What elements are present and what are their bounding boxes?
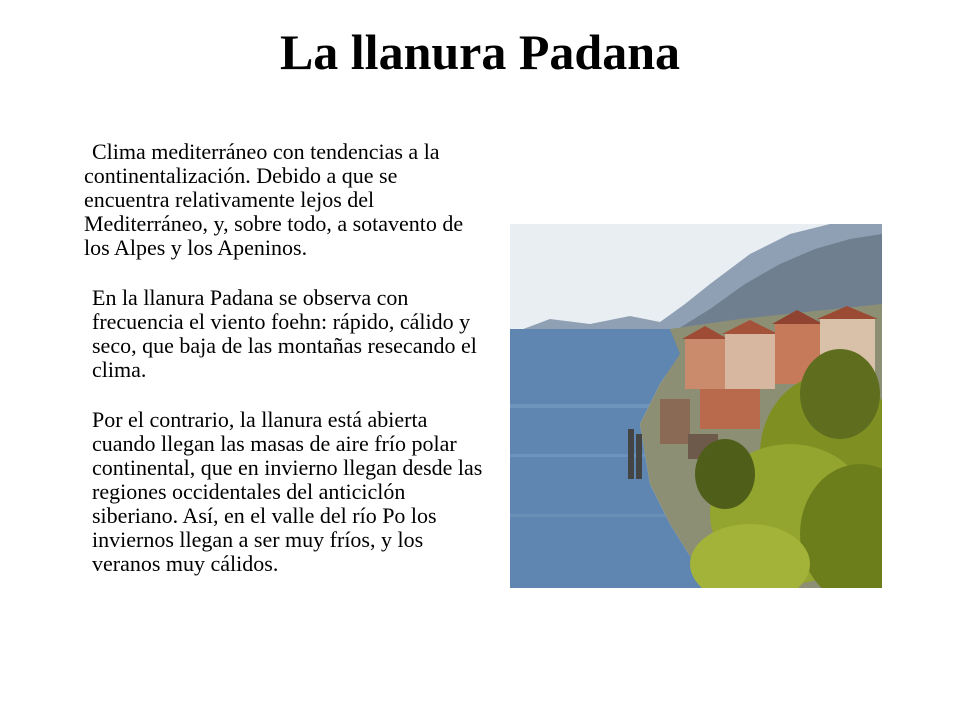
slide-title: La llanura Padana xyxy=(279,24,681,80)
paragraph-foehn: En la llanura Padana se observa con frecuencia el viento foehn: rápido, cálido y seco, que baja de las montañas resecando el clima. xyxy=(92,285,477,382)
lakeside-town-photo xyxy=(510,224,882,588)
body-text xyxy=(84,140,484,602)
paragraph-climate: Clima mediterráneo con tendencias a la continentalización. Debido a que se encuentra relativamente lejos del Mediterráneo, y, sobre todo, a sotavento de los Alpes y los Apeninos. xyxy=(84,139,464,260)
paragraph-winters: Por el contrario, la llanura está abierta cuando llegan las masas de aire frío polar continental, que en invierno llegan desde las regiones occidentales del anticiclón siberiano. Así, en el valle del río Po los inviernos llegan a ser muy fríos, y los veranos muy cálidos. xyxy=(92,407,483,576)
lake-landscape-illustration xyxy=(510,224,882,588)
